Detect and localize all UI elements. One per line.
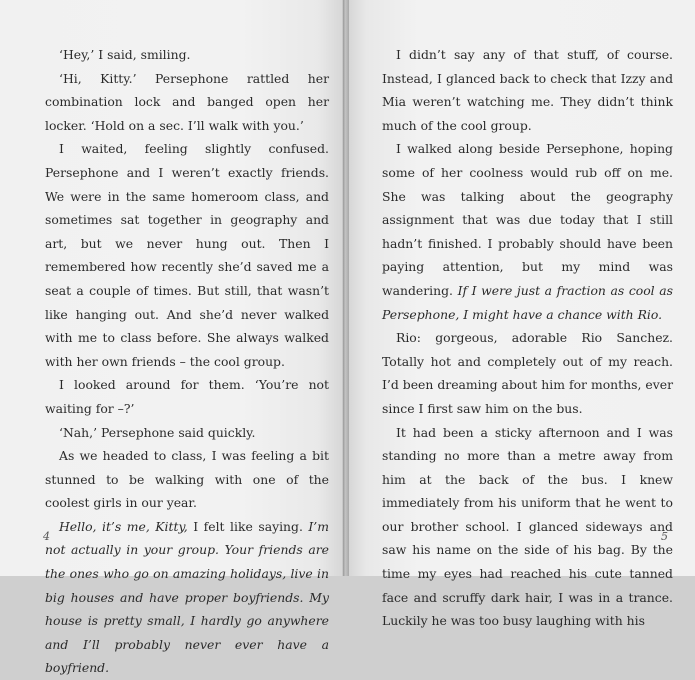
text-run: I looked around for them. ‘You’re not waiting for –?’ [45, 377, 329, 416]
paragraph [382, 43, 673, 137]
paragraph [45, 43, 329, 67]
paragraph [382, 137, 673, 326]
text-run: I walked along beside Persephone, hoping some of her coolness would rub off on me. She was talking about the geography assignment that was due today that I still hadn’t finished. I probably should have been paying attention, but my mind was wandering. [382, 141, 673, 298]
paragraph [382, 421, 673, 633]
text-run: As we headed to class, I was feeling a bit stunned to be walking with one of the coolest girls in our year. [45, 448, 329, 511]
paragraph [45, 373, 329, 420]
paragraph [45, 444, 329, 515]
text-run: I felt like saying. [187, 518, 309, 534]
paragraph [45, 421, 329, 445]
paragraph [45, 515, 329, 680]
left-page [0, 0, 343, 676]
text-run: ‘Hi, Kitty.’ Persephone rattled her combination lock and banged open her locker. ‘Hold on a sec. I’ll walk with you.’ [45, 70, 329, 133]
right-page [349, 0, 695, 629]
italic-text: Hello, it’s me, Kitty, [59, 518, 188, 534]
paragraph [45, 137, 329, 373]
text-run: Rio: gorgeous, adorable Rio Sanchez. Totally hot and completely out of my reach. I’d been dreaming about him for months, ever since I first saw him on the bus. [382, 330, 673, 416]
left-page-number: 4 [43, 530, 50, 543]
text-run: ‘Nah,’ Persephone said quickly. [59, 424, 256, 440]
italic-text: If I were just a fraction as cool as Persephone, I might have a chance with Rio. [382, 282, 673, 322]
right-page-number: 5 [661, 530, 668, 543]
text-run: ‘Hey,’ I said, smiling. [59, 47, 191, 62]
italic-text: I’m not actually in your group. Your friends are the ones who go on amazing holidays, live in big houses and have proper boyfriends. My house is pretty small, I hardly go anywhere and I’ll probably never ever have a boyfriend. [45, 518, 329, 676]
text-run: I didn’t say any of that stuff, of course. Instead, I glanced back to check that Izzy and Mia weren’t watching me. They didn’t think much of the cool group. [382, 47, 673, 133]
paragraph [45, 67, 329, 138]
left-page-body [45, 43, 329, 680]
text-run: I waited, feeling slightly confused. Persephone and I weren’t exactly friends. We were in the same homeroom class, and sometimes sat together in geography and art, but we never hung out. Then I remembered how recently she’d saved me a seat a couple of times. But still, that wasn’t like hanging out. And she’d never walked with me to class before. She always walked with her own friends – the cool group. [45, 141, 329, 369]
paragraph [382, 326, 673, 420]
right-page-body [382, 43, 673, 633]
text-run: It had been a sticky afternoon and I was standing no more than a metre away from him at the back of the bus. I knew immediately from his uniform that he went to our brother school. I glanced sideways and saw his name on the side of his bag. By the time my eyes had reached his cute tanned face and scruffy dark hair, I was in a trance. Luckily he was too busy laughing with his [382, 424, 673, 629]
